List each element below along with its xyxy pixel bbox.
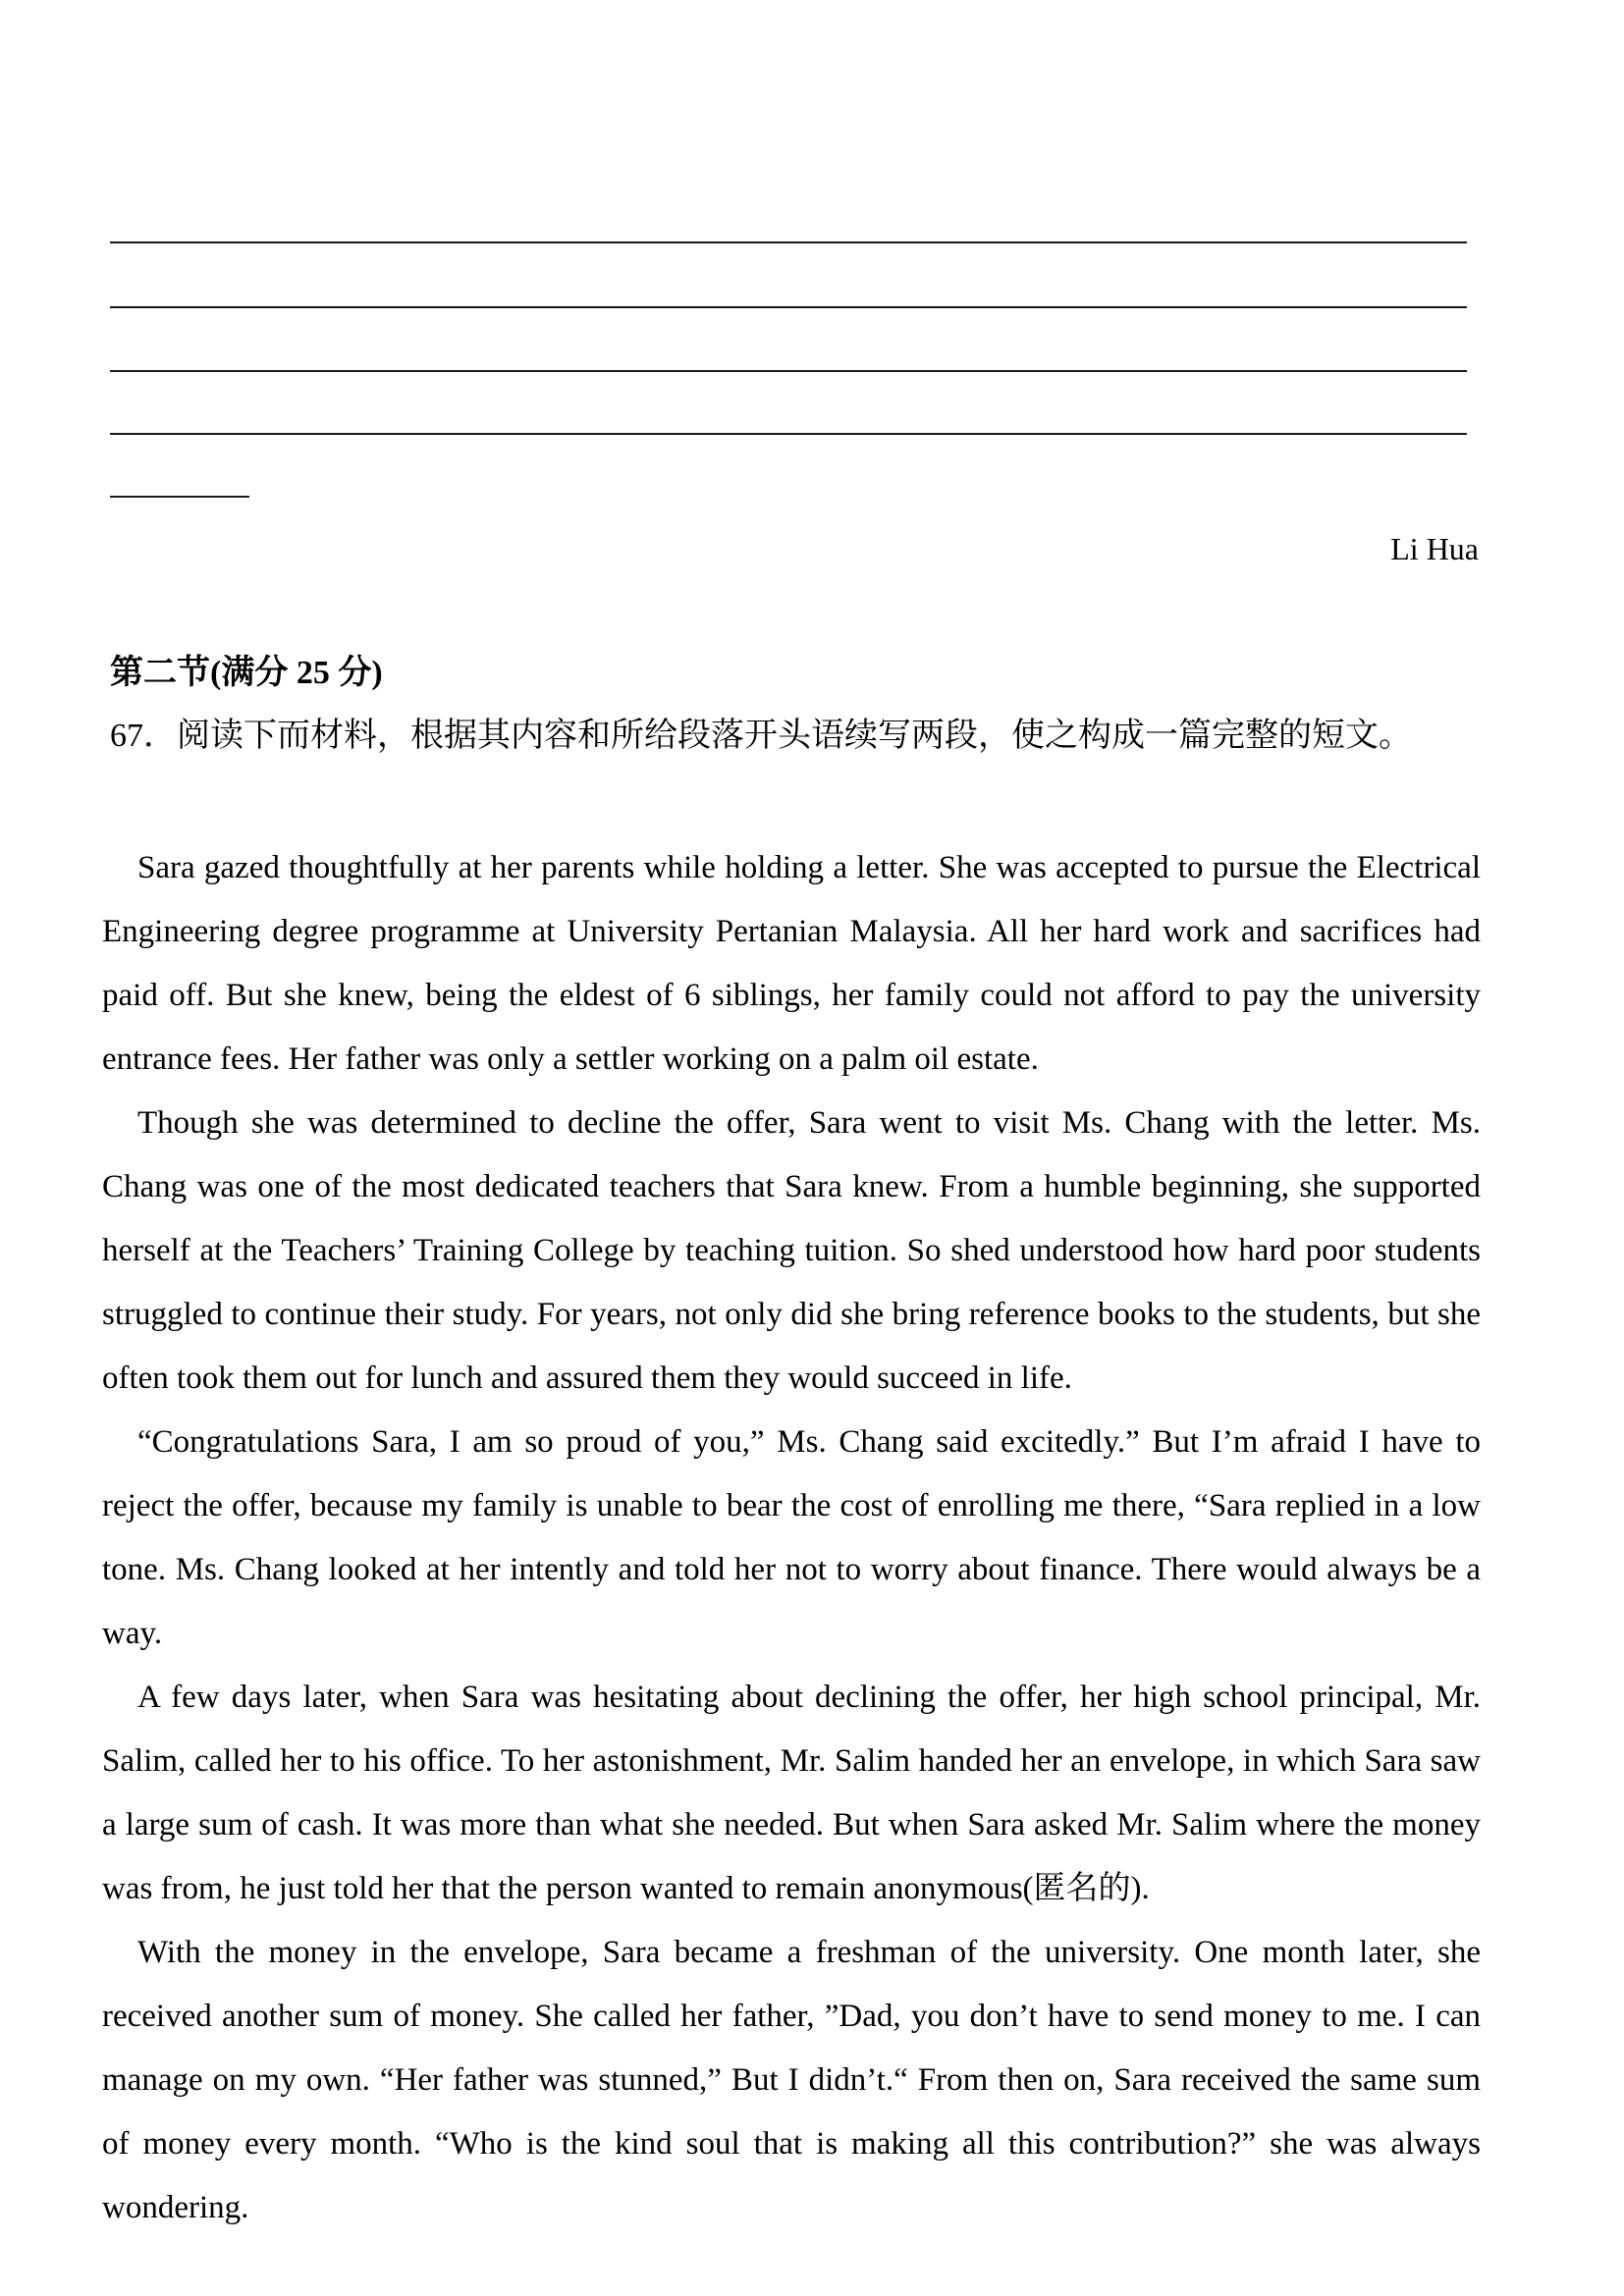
answer-writing-line-1: [110, 241, 1467, 243]
answer-writing-line-3: [110, 370, 1467, 372]
signature-li-hua: Li Hua: [1390, 531, 1479, 566]
question-67: [110, 717, 1489, 756]
answer-writing-line-2: [110, 306, 1467, 308]
essay-paragraph-5: With the money in the envelope, Sara became a freshman of the university. One month later, she received another sum of money. She called her father, ”Dad, you don’t have to send money to me. I can manage on my own. “Her father was stunned,” But I didn’t.“ From then on, Sara received the same sum of money every month. “Who is the kind soul that is making all this contribution?” she was always wondering.: [102, 1935, 1481, 2225]
question-number: 67．: [110, 718, 177, 754]
essay-paragraph-3: “Congratulations Sara, I am so proud of you,” Ms. Chang said excitedly.” But I’m afraid I have to reject the offer, because my family is unable to bear the cost of enrolling me there, “Sara replied in a low tone. Ms. Chang looked at her intently and told her not to worry about finance. There would always be a way.: [102, 1424, 1481, 1651]
answer-writing-line-short: [110, 496, 249, 498]
essay-paragraph-1: Sara gazed thoughtfully at her parents while holding a letter. She was accepted to pursue the Electrical Engineering degree programme at University Pertanian Malaysia. All her hard work and sacrifices had paid off. But she knew, being the eldest of 6 siblings, her family could not afford to pay the university entrance fees. Her father was only a settler working on a palm oil estate.: [102, 850, 1481, 1077]
question-text: 阅读下而材料，根据其内容和所给段落开头语续写两段，使之构成一篇完整的短文。: [177, 718, 1412, 754]
section-heading: 第二节(满分 25 分): [110, 655, 383, 691]
essay-paragraph-4: A few days later, when Sara was hesitating about declining the offer, her high school principal, Mr. Salim, called her to his office. To her astonishment, Mr. Salim handed her an envelope, in which Sara saw a large sum of cash. It was more than what she needed. But when Sara asked Mr. Salim where the money was from, he just told her that the person wanted to remain anonymous(匿名的).: [102, 1680, 1481, 1906]
answer-writing-line-4: [110, 433, 1467, 435]
essay-passage: [102, 836, 1481, 2240]
essay-paragraph-2: Though she was determined to decline the offer, Sara went to visit Ms. Chang with the letter. Ms. Chang was one of the most dedicated teachers that Sara knew. From a humble beginning, she supported herself at the Teachers’ Training College by teaching tuition. So shed understood how hard poor students struggled to continue their study. For years, not only did she bring reference books to the students, but she often took them out for lunch and assured them they would succeed in life.: [102, 1105, 1481, 1396]
